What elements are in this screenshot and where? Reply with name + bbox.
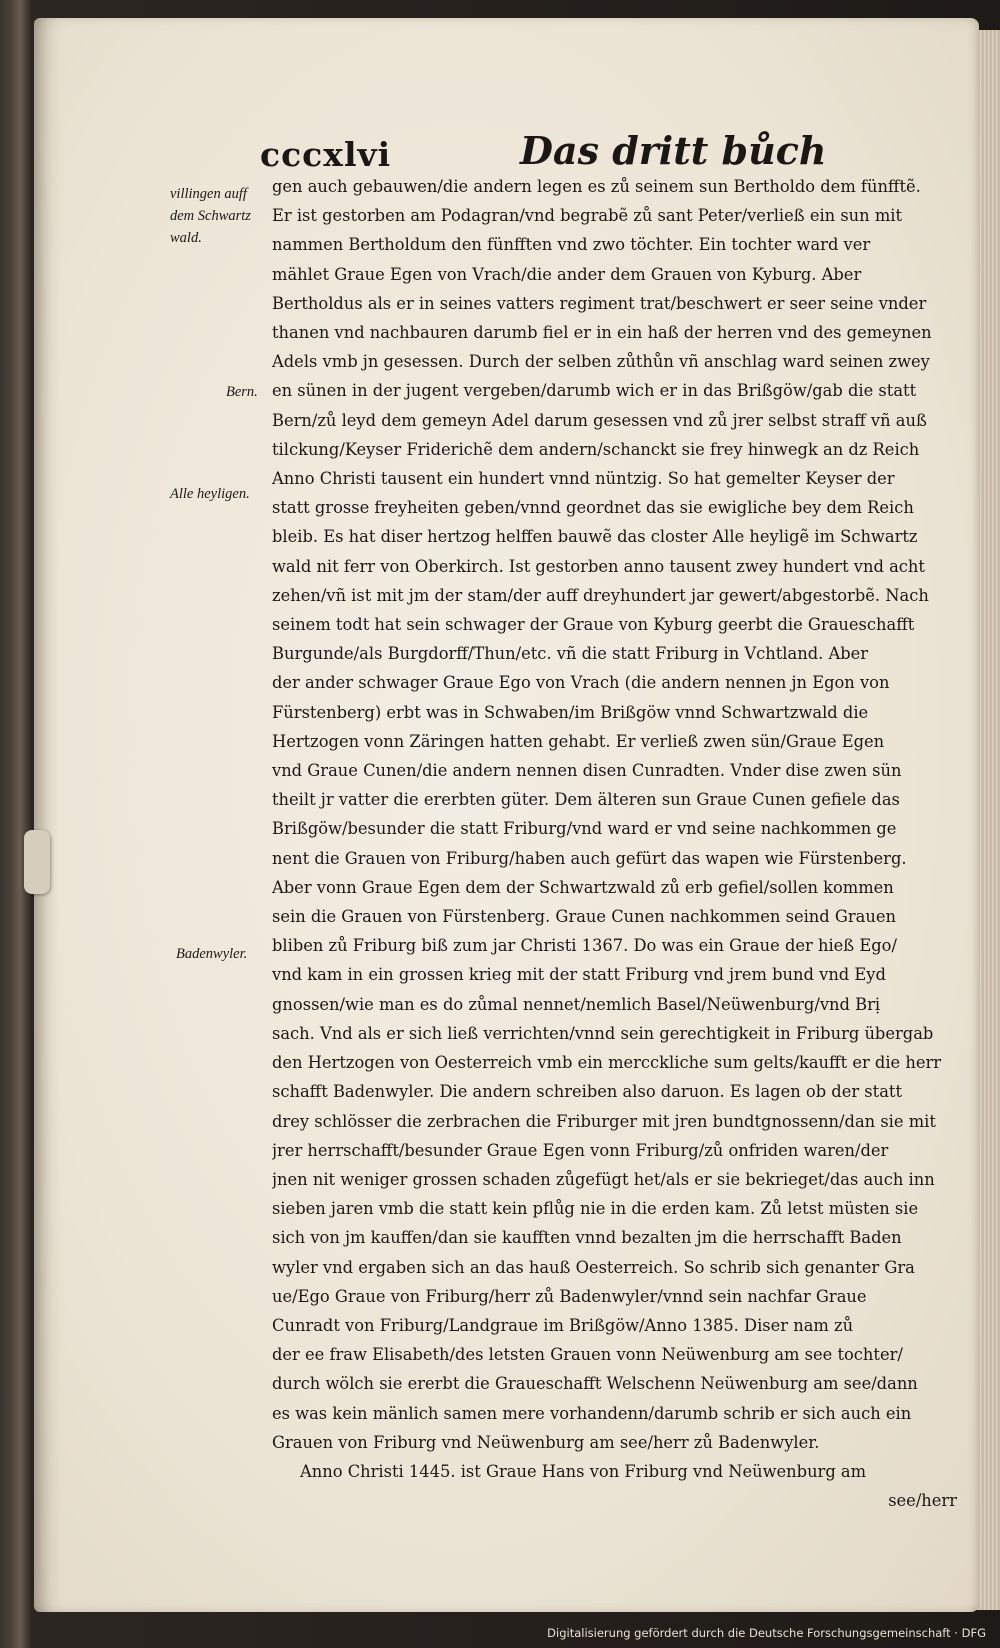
text-line: Fürstenberg) erbt was in Schwaben/im Brißgöw vnnd Schwartzwald die xyxy=(272,702,869,722)
text-line: schafft Badenwyler. Die andern schreiben also daruon. Es lagen ob der statt xyxy=(272,1082,902,1102)
text-line: Adels vmb jn gesessen. Durch der selben zůthůn vñ anschlag ward seinen zwey xyxy=(272,352,930,372)
text-line: gen auch gebauwen/die andern legen es zů seinem sun Bertholdo dem fünfftẽ. xyxy=(272,177,921,196)
text-line: bleib. Es hat diser hertzog helffen bauwẽ das closter Alle heyligẽ im Schwartz xyxy=(272,527,918,547)
text-line: tilckung/Keyser Friderichẽ dem andern/schanckt sie frey hinwegk an dz Reich xyxy=(272,439,920,459)
text-line: Anno Christi 1445. ist Graue Hans von Friburg vnd Neüwenburg am xyxy=(300,1461,867,1481)
text-line: Burgunde/als Burgdorff/Thun/etc. vñ die statt Friburg in Vchtland. Aber xyxy=(272,644,869,664)
text-line: es was kein mänlich samen mere vorhandenn/darumb schrib er sich auch ein xyxy=(272,1403,912,1423)
digitization-credit: Digitalisierung gefördert durch die Deutsche Forschungsgemeinschaft · DFG xyxy=(547,1626,986,1640)
text-line: Anno Christi tausent ein hundert vnnd nüntzig. So hat gemelter Keyser der xyxy=(272,469,895,489)
text-line: Brißgöw/besunder die statt Friburg/vnd ward er vnd seine nachkommen ge xyxy=(272,819,897,839)
text-line: gnossen/wie man es do zůmal nennet/nemlich Basel/Neüwenburg/vnd Brị xyxy=(272,994,881,1014)
text-line: vnd Graue Cunen/die andern nennen disen Cunradten. Vnder dise zwen sün xyxy=(272,761,902,781)
text-line: Bertholdus als er in seines vatters regiment trat/beschwert er seer seine vnder xyxy=(272,293,927,313)
text-line: bliben zů Friburg biß zum jar Christi 1367. Do was ein Graue der hieß Ego/ xyxy=(272,936,897,956)
text-line: nent die Grauen von Friburg/haben auch gefürt das wapen wie Fürstenberg. xyxy=(272,848,907,868)
text-line: seinem todt hat sein schwager der Graue von Kyburg geerbt die Graueschafft xyxy=(272,615,915,635)
text-line: nammen Bertholdum den fünfften vnd zwo töchter. Ein tochter ward ver xyxy=(272,235,871,255)
text-line: drey schlösser die zerbrachen die Friburger mit jren bundtgnossenn/dan sie mit xyxy=(272,1111,936,1131)
text-line: Grauen von Friburg vnd Neüwenburg am see/herr zů Badenwyler. xyxy=(272,1432,820,1452)
text-line: den Hertzogen von Oesterreich vmb ein mercckliche sum gelts/kaufft er die herr xyxy=(272,1053,942,1073)
margin-note-villingen-1: villingen auff xyxy=(170,186,247,202)
catchword: see/herr xyxy=(888,1491,957,1511)
text-line: theilt jr vatter die ererbten güter. Dem älteren sun Graue Cunen gefiele das xyxy=(272,790,900,810)
text-line: Cunradt von Friburg/Landgraue im Brißgöw/Anno 1385. Diser nam zů xyxy=(272,1315,854,1335)
text-line: durch wölch sie ererbt die Graueschafft Welschenn Neüwenburg am see/dann xyxy=(272,1374,918,1394)
margin-note-villingen-2: dem Schwartz xyxy=(170,208,251,224)
body-text xyxy=(272,172,957,1515)
text-line: Er ist gestorben am Podagran/vnd begrabẽ zů sant Peter/verließ ein sun mit xyxy=(272,206,903,226)
text-line: Aber vonn Graue Egen dem der Schwartzwald zů erb gefiel/sollen kommen xyxy=(272,877,894,897)
binding-clip xyxy=(24,830,50,894)
running-title: Das dritt bůch xyxy=(520,128,827,173)
text-line: Bern/zů leyd dem gemeyn Adel darum gesessen vnd zů jrer selbst straff vñ auß xyxy=(272,410,927,430)
text-line: ue/Ego Graue von Friburg/herr zů Badenwyler/vnnd sein nachfar Graue xyxy=(272,1286,867,1306)
text-line: vnd kam in ein grossen krieg mit der statt Friburg vnd jrem bund vnd Eyd xyxy=(272,965,886,985)
text-line: sich von jm kauffen/dan sie kaufften vnnd bezalten jm die herrschafft Baden xyxy=(272,1228,902,1248)
text-line: wyler vnd ergaben sich an das hauß Oesterreich. So schrib sich genanter Gra xyxy=(272,1257,915,1277)
text-line: thanen vnd nachbauren darumb fiel er in ein haß der herren vnd des gemeynen xyxy=(272,323,932,343)
text-line: sein die Grauen von Fürstenberg. Graue Cunen nachkommen seind Grauen xyxy=(272,907,896,927)
text-line: statt grosse freyheiten geben/vnnd geordnet das sie ewigliche bey dem Reich xyxy=(272,498,914,518)
margin-note-alle-heyligen: Alle heyligen. xyxy=(170,486,250,502)
text-line: jnen nit weniger grossen schaden zůgefügt het/als er sie bekrieget/das auch inn xyxy=(272,1169,935,1189)
text-line: zehen/vñ ist mit jm der stam/der auff dreyhundert jar gewert/abgestorbẽ. Nach xyxy=(272,585,929,605)
margin-note-bern: Bern. xyxy=(226,384,258,400)
text-line: Hertzogen vonn Zäringen hatten gehabt. Er verließ zwen sün/Graue Egen xyxy=(272,731,885,751)
text-line: der ee fraw Elisabeth/des letsten Grauen vonn Neüwenburg am see tochter/ xyxy=(272,1345,903,1365)
text-line: sieben jaren vmb die statt kein pflůg nie in die erden kam. Zů letst müsten sie xyxy=(272,1199,919,1219)
folio-number: cccxlvi xyxy=(260,135,392,174)
text-line: sach. Vnd als er sich ließ verrichten/vnnd sein gerechtigkeit in Friburg übergab xyxy=(272,1023,934,1043)
text-line: wald nit ferr von Oberkirch. Ist gestorben anno tausent zwey hundert vnd acht xyxy=(272,556,925,576)
margin-note-villingen-3: wald. xyxy=(170,230,202,246)
text-line: jrer herrschafft/besunder Graue Egen vonn Friburg/zů onfriden waren/der xyxy=(272,1140,889,1160)
margin-note-badenwyler: Badenwyler. xyxy=(176,946,248,962)
text-line: der ander schwager Graue Ego von Vrach (die andern nennen jn Egon von xyxy=(272,673,890,693)
text-line: en sünen in der jugent vergeben/darumb wich er in das Brißgöw/gab die statt xyxy=(272,381,917,401)
text-line: mählet Graue Egen von Vrach/die ander dem Grauen von Kyburg. Aber xyxy=(272,264,862,284)
